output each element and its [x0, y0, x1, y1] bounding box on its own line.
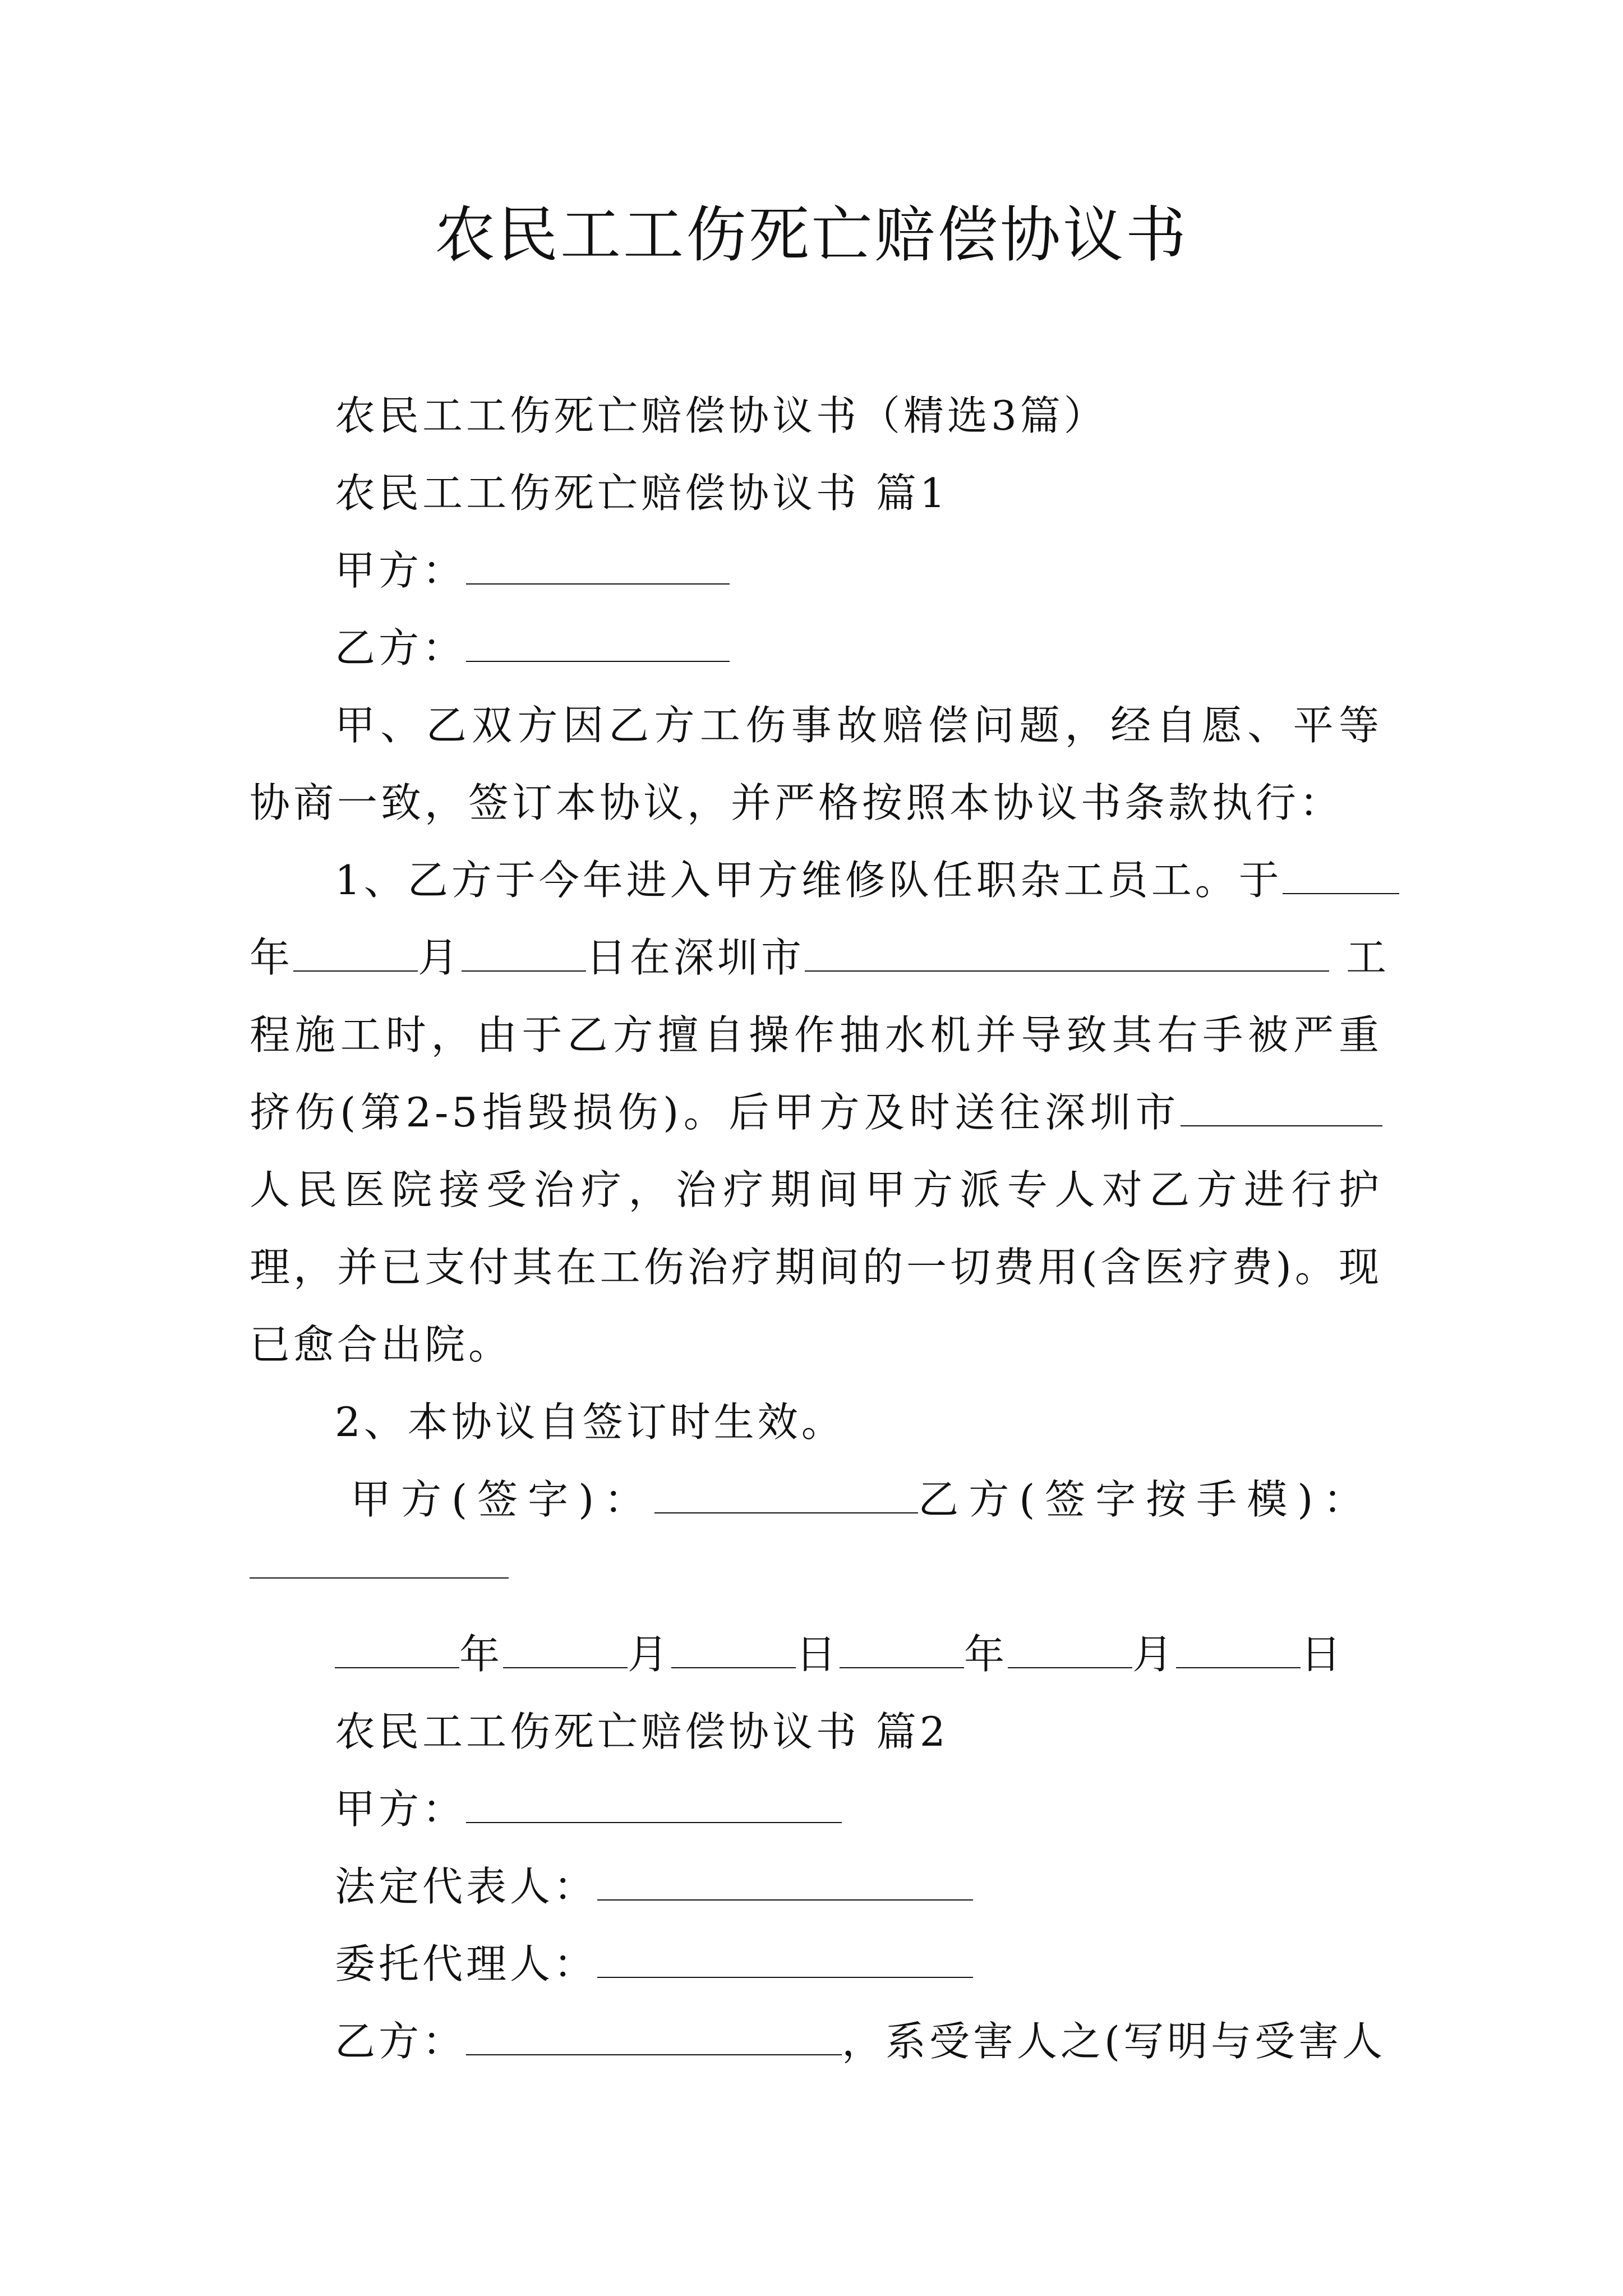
part2-party-b-blank[interactable] [466, 2021, 842, 2055]
part2-party-b-suffix: ，系受害人之(写明与受害人 [842, 2018, 1386, 2065]
date-a-day-blank[interactable] [671, 1634, 796, 1668]
part1-heading-text: 农民工工伤死亡赔偿协议书 篇1 [335, 470, 949, 517]
date-b-day-blank[interactable] [1176, 1634, 1301, 1668]
part2-party-a-blank[interactable] [466, 1788, 842, 1823]
part2-party-b [250, 2003, 1386, 2080]
clause1-line1 [250, 841, 1382, 919]
clause1-text-b: 工程施工时，由于乙方擅自操作抽水机并导致其右手被严重挤伤(第2-5指毁损伤)。后甲方及时送往深圳市 [250, 934, 1390, 1136]
clause1-day-label: 日在深圳市 [586, 934, 805, 981]
clause2-text: 2、本协议自签订时生效。 [335, 1398, 845, 1446]
part1-intro: 甲、乙双方因乙方工伤事故赔偿问题，经自愿、平等协商一致，签订本协议，并严格按照本协议书条款执行： [250, 702, 1382, 826]
date-a-month: 月 [628, 1631, 672, 1678]
agent-label: 委托代理人： [335, 1940, 598, 1987]
clause2 [250, 1383, 1382, 1461]
clause1-body-b [250, 919, 1390, 1383]
party-a-blank[interactable] [466, 550, 730, 585]
sign-b-blank[interactable] [250, 1576, 509, 1579]
part2-heading [250, 1693, 1382, 1770]
date-a-year: 年 [459, 1631, 504, 1678]
date-line [250, 1616, 1382, 1693]
legal-rep-label: 法定代表人： [335, 1863, 598, 1910]
clause1-month-label: 月 [418, 934, 462, 981]
part1-party-a [250, 532, 1382, 609]
date-b-month: 月 [1132, 1631, 1177, 1678]
clause1-hospital-blank[interactable] [1181, 1092, 1382, 1126]
clause1-year-label: 年 [250, 934, 294, 981]
date-b-day: 日 [1301, 1631, 1345, 1678]
sign-b-label: 乙方(签字按手模)： [918, 1476, 1374, 1523]
date-b-year: 年 [964, 1631, 1008, 1678]
document-title: 农民工工伤死亡赔偿协议书 [434, 200, 1188, 270]
part2-legal-rep [250, 1848, 1382, 1925]
party-a-label: 甲方： [335, 547, 467, 594]
part2-heading-text: 农民工工伤死亡赔偿协议书 篇2 [335, 1708, 949, 1755]
subtitle-text: 农民工工伤死亡赔偿协议书（精选3篇） [335, 392, 1108, 439]
signature-line [250, 1461, 1382, 1538]
date-a-day: 日 [796, 1631, 840, 1678]
part1-heading [250, 454, 1382, 532]
legal-rep-blank[interactable] [597, 1866, 973, 1901]
part2-party-a [250, 1770, 1382, 1848]
agent-blank[interactable] [597, 1943, 973, 1978]
date-b-month-blank[interactable] [1008, 1634, 1132, 1668]
clause1-text-c: 人民医院接受治疗，治疗期间甲方派专人对乙方进行护理，并已支付其在工伤治疗期间的一切费用(含医疗费)。现已愈合出院。 [250, 1166, 1382, 1368]
subtitle [250, 377, 1382, 454]
sign-a-blank[interactable] [654, 1479, 918, 1513]
part2-party-b-label: 乙方： [335, 2018, 467, 2065]
date-b-year-blank[interactable] [840, 1634, 964, 1668]
sign-a-label: 甲方(签字)： [351, 1476, 655, 1523]
part2-agent [250, 1925, 1382, 2003]
part1-party-b [250, 609, 1382, 687]
clause1-year-blank[interactable] [1283, 859, 1399, 894]
party-b-blank[interactable] [466, 627, 730, 662]
party-b-label: 乙方： [335, 624, 467, 671]
part2-party-a-label: 甲方： [335, 1786, 467, 1833]
clause1-text-a: 1、乙方于今年进入甲方维修队任职杂工员工。于 [335, 857, 1283, 904]
date-a-month-blank[interactable] [503, 1634, 628, 1668]
date-a-year-blank[interactable] [335, 1634, 459, 1668]
